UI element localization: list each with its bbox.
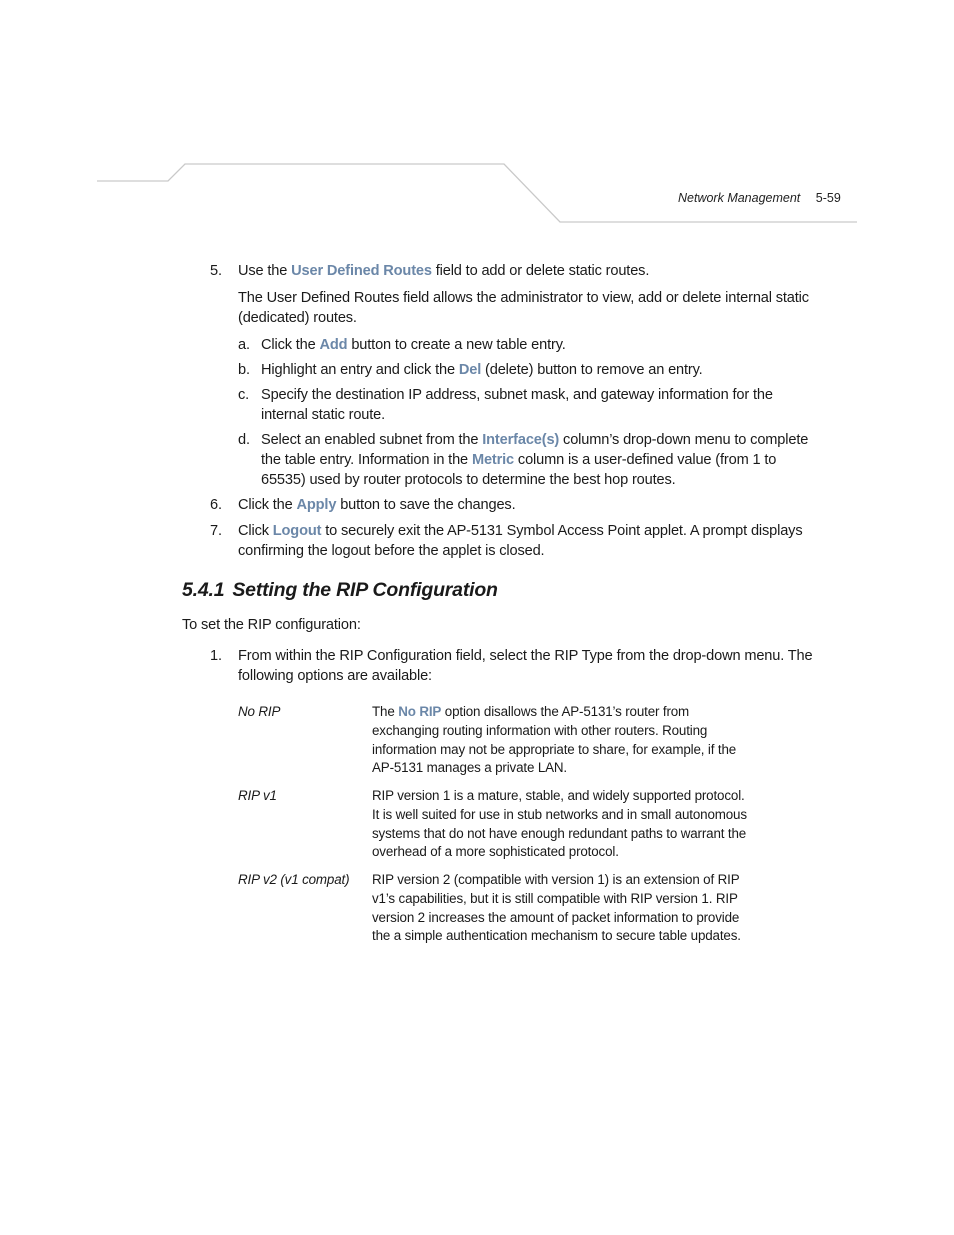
ui-label-apply: Apply (296, 497, 337, 513)
ui-label-add: Add (319, 337, 348, 353)
option-definition-rip-v1: RIP version 1 is a mature, stable, and widely supported protocol. It is well suited for use in stub networks and in small autonomous systems that do not have enough redundant paths to warrant the overhead of a more sophisticated protocol. (372, 788, 747, 860)
option-definition-rip-v2: RIP version 2 (compatible with version 1) is an extension of RIP v1’s capabilities, but it is still compatible with RIP version 1. RIP version 2 increases the amount of packet information to provide the a simple authentication mechanism to secure table updates. (372, 872, 741, 944)
step-text: Click Logout to securely exit the AP-5131 Symbol Access Point applet. A prompt displays confirming the logout before the applet is closed. (238, 523, 803, 559)
step-description: The User Defined Routes field allows the administrator to view, add or delete internal static (dedicated) routes. (238, 290, 809, 326)
substep-a: Click the Add button to create a new table entry. (261, 337, 566, 353)
section-title: Setting the RIP Configuration (232, 579, 498, 601)
section-heading (182, 579, 498, 602)
ui-label-logout: Logout (272, 523, 322, 539)
step-text: Click the Apply button to save the changes. (238, 497, 516, 513)
step-number: 7. (210, 523, 222, 539)
running-header (678, 191, 841, 205)
ui-label-no-rip: No RIP (398, 704, 442, 719)
section-intro: To set the RIP configuration: (182, 617, 361, 633)
header-section-title: Network Management (678, 191, 801, 205)
ui-label-metric: Metric (471, 452, 515, 468)
ui-label-user-defined-routes: User Defined Routes (291, 263, 432, 279)
step-number: 6. (210, 497, 222, 513)
substep-letter: a. (238, 337, 250, 353)
step-number: 5. (210, 263, 222, 279)
step-number: 1. (210, 648, 222, 664)
option-term-rip-v2: RIP v2 (v1 compat) (238, 872, 350, 887)
step-text: From within the RIP Configuration field, select the RIP Type from the drop-down menu. The following options are available: (238, 648, 813, 684)
substep-c: Specify the destination IP address, subnet mask, and gateway information for the internal static route. (261, 387, 773, 423)
step-text: Use the User Defined Routes field to add or delete static routes. (238, 263, 650, 279)
option-term-rip-v1: RIP v1 (238, 788, 277, 803)
page-number: 5-59 (815, 191, 841, 205)
substep-letter: d. (238, 432, 250, 448)
substep-d: Select an enabled subnet from the Interface(s) column’s drop-down menu to complete the table entry. Information in the Metric column is a user-defined value (from 1 to 65535) used by router protocols to determine the best hop routes. (261, 432, 809, 488)
ui-label-del: Del (458, 362, 482, 378)
substep-letter: c. (238, 387, 250, 403)
option-term-no-rip: No RIP (238, 704, 281, 719)
section-number: 5.4.1 (182, 579, 225, 601)
ui-label-interfaces: Interface(s) (482, 432, 560, 448)
option-definition-no-rip: The No RIP option disallows the AP-5131’s router from exchanging routing information with other routers. Routing information may not be appropriate to share, for example, if the AP-5131 manages a private LAN. (372, 704, 737, 776)
substep-b: Highlight an entry and click the Del (delete) button to remove an entry. (261, 362, 703, 378)
substep-letter: b. (238, 362, 250, 378)
